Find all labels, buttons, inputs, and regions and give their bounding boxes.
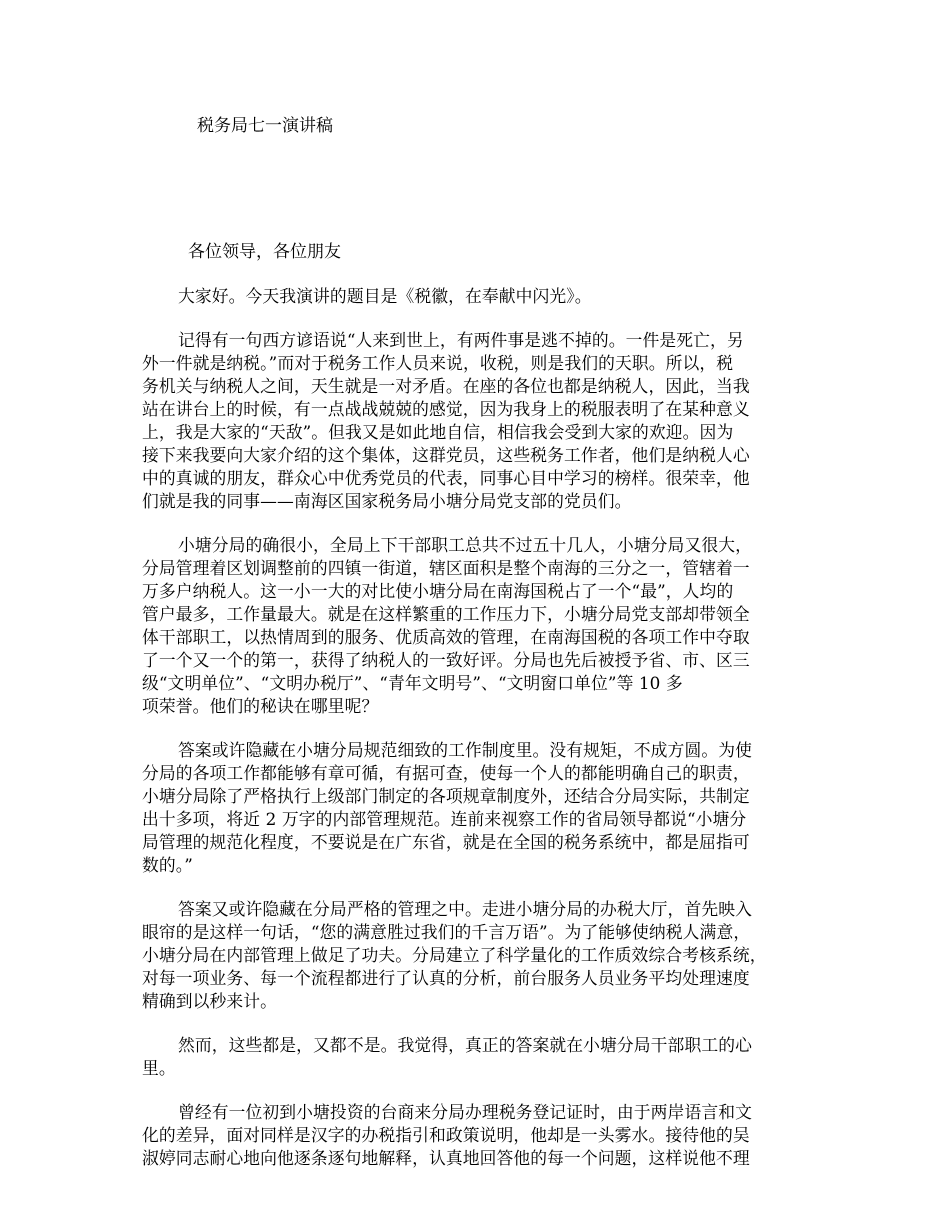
paragraph-line: 外一件就是纳税。”而对于税务工作人员来说，收税，则是我们的天职。所以，税 — [142, 353, 734, 373]
paragraph-line: 大家好。今天我演讲的题目是《税徽，在奉献中闪光》。 — [178, 286, 592, 306]
paragraph-line: 精确到以秒来计。 — [142, 991, 278, 1011]
paragraph-line: 项荣誉。他们的秘诀在哪里呢？ — [142, 696, 379, 716]
paragraph-line: 然而，这些都是，又都不是。我觉得，真正的答案就在小塘分局干部职工的心 — [178, 1035, 752, 1055]
body-paragraph — [142, 1101, 824, 1170]
paragraph-line: 化的差异，面对同样是汉字的办税指引和政策说明，他却是一头雾水。接待他的吴 — [142, 1125, 750, 1145]
paragraph-line: 数的。” — [142, 855, 193, 875]
paragraph-line: 答案又或许隐藏在分局严格的管理之中。走进小塘分局的办税大厅，首先映入 — [178, 899, 752, 919]
paragraph-line: 小塘分局的确很小，全局上下干部职工总共不过五十几人，小塘分局又很大， — [178, 535, 752, 555]
body-paragraph — [142, 329, 824, 513]
paragraph-line: 曾经有一位初到小塘投资的台商来分局办理税务登记证时，由于两岸语言和文 — [178, 1102, 752, 1122]
paragraph-line: 答案或许隐藏在小塘分局规范细致的工作制度里。没有规矩，不成方圆。为使 — [178, 740, 752, 760]
body-paragraph — [142, 534, 824, 718]
paragraph-line: 分局管理着区划调整前的四镇一街道，辖区面积是整个南海的三分之一，管辖着一 — [142, 558, 750, 578]
document-body — [142, 285, 824, 1191]
paragraph-line: 了一个又一个的第一，获得了纳税人的一致好评。分局也先后被授予省、市、区三 — [142, 650, 750, 670]
paragraph-line: 务机关与纳税人之间，天生就是一对矛盾。在座的各位也都是纳税人，因此，当我 — [142, 376, 750, 396]
paragraph-line: 眼帘的是这样一句话，“您的满意胜过我们的千言万语”。为了能够使纳税人满意， — [142, 922, 751, 942]
body-paragraph — [142, 1034, 824, 1080]
paragraph-line: 淑婷同志耐心地向他逐条逐句地解释，认真地回答他的每一个问题，这样说他不理 — [142, 1148, 750, 1168]
paragraph-line: 们就是我的同事——南海区国家税务局小塘分局党支部的党员们。 — [142, 491, 632, 511]
paragraph-line: 管户最多，工作量最大。就是在这样繁重的工作压力下，小塘分局党支部却带领全 — [142, 604, 750, 624]
paragraph-line: 里。 — [142, 1058, 176, 1078]
paragraph-line: 级“文明单位”、“文明办税厅”、“青年文明号”、“文明窗口单位”等 10 多 — [142, 673, 683, 693]
paragraph-line: 分局的各项工作都能够有章可循，有据可查，使每一个人的都能明确自己的职责， — [142, 763, 750, 783]
body-paragraph — [142, 739, 824, 877]
paragraph-line: 中的真诚的朋友，群众心中优秀党员的代表，同事心目中学习的榜样。很荣幸，他 — [142, 468, 750, 488]
paragraph-line: 体干部职工，以热情周到的服务、优质高效的管理，在南海国税的各项工作中夺取 — [142, 627, 750, 647]
paragraph-line: 局管理的规范化程度，不要说是在广东省，就是在全国的税务系统中，都是屈指可 — [142, 832, 750, 852]
paragraph-line: 小塘分局在内部管理上做足了功夫。分局建立了科学量化的工作质效综合考核系统， — [142, 945, 767, 965]
paragraph-line: 记得有一句西方谚语说“人来到世上，有两件事是逃不掉的。一件是死亡，另 — [178, 330, 744, 350]
paragraph-line: 小塘分局除了严格执行上级部门制定的各项规章制度外，还结合分局实际，共制定 — [142, 786, 750, 806]
paragraph-line: 出十多项，将近 2 万字的内部管理规范。连前来视察工作的省局领导都说“小塘分 — [142, 809, 747, 829]
paragraph-line: 对每一项业务、每一个流程都进行了认真的分析，前台服务人员业务平均处理速度 — [142, 968, 750, 988]
document-title: 税务局七一演讲稿 — [197, 116, 333, 136]
salutation: 各位领导，各位朋友 — [188, 242, 341, 262]
body-paragraph — [142, 285, 824, 308]
paragraph-line: 上，我是大家的“天敌”。但我又是如此地自信，相信我会受到大家的欢迎。因为 — [142, 422, 734, 442]
paragraph-line: 接下来我要向大家介绍的这个集体，这群党员，这些税务工作者，他们是纳税人心 — [142, 445, 750, 465]
paragraph-line: 站在讲台上的时候，有一点战战兢兢的感觉，因为我身上的税服表明了在某种意义 — [142, 399, 750, 419]
body-paragraph — [142, 898, 824, 1013]
paragraph-line: 万多户纳税人。这一小一大的对比使小塘分局在南海国税占了一个“最”，人均的 — [142, 581, 734, 601]
